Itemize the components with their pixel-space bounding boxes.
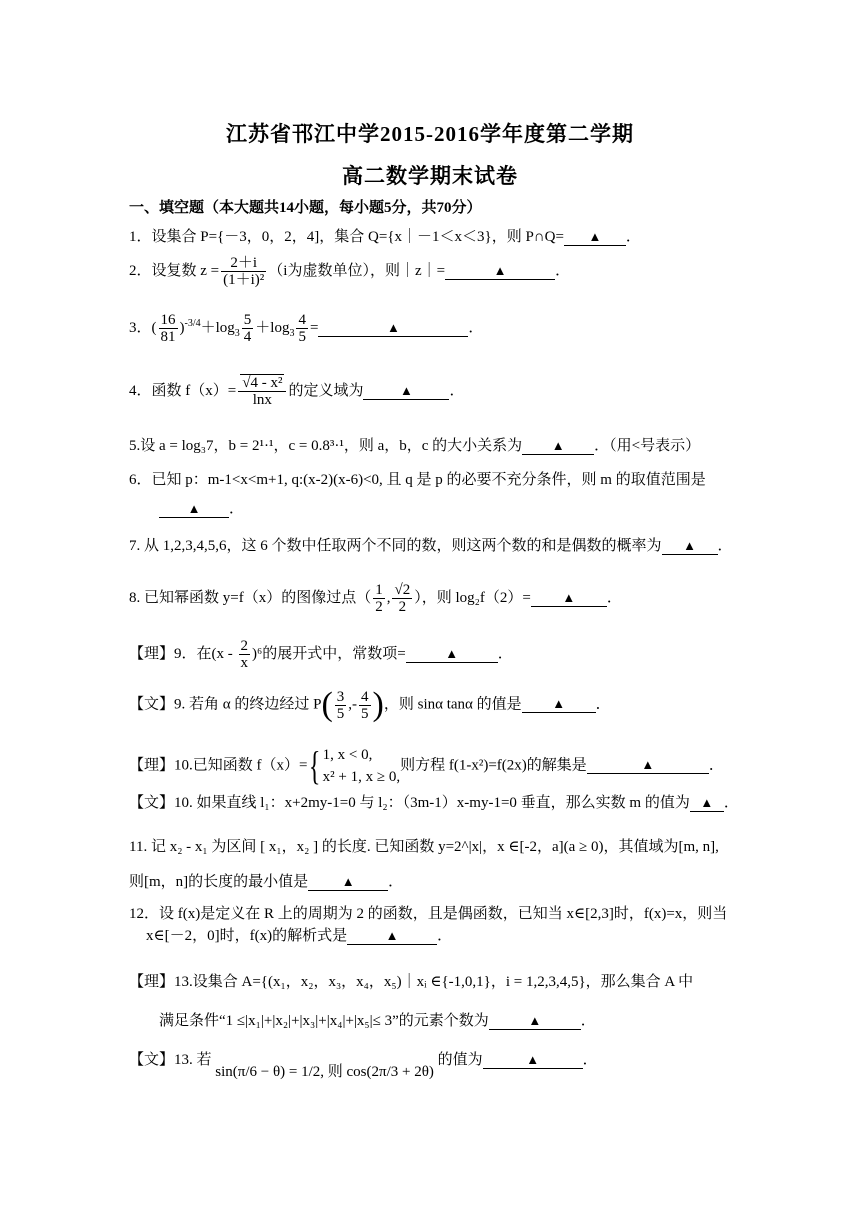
answer-blank-5[interactable]: ▲ xyxy=(522,437,594,455)
answer-blank-2[interactable]: ▲ xyxy=(445,262,555,280)
question-12: 12．设 f(x)是定义在 R 上的周期为 2 的函数，且是偶函数，已知当 x∈[2,3]时，f(x)=x，则当 xyxy=(129,906,728,922)
answer-blank-3[interactable]: ▲ xyxy=(318,319,468,337)
answer-blank-10-science[interactable]: ▲ xyxy=(587,756,709,774)
section-heading: 一、填空题（本大题共14小题，每小题5分，共70分） xyxy=(129,200,482,216)
question-12-cont: x∈[－2，0]时，f(x)的解析式是 ▲ ． xyxy=(146,928,453,944)
exam-title: 高二数学期末试卷 xyxy=(342,164,518,188)
answer-blank-12[interactable]: ▲ xyxy=(347,927,437,945)
question-10-science: 【理】10.已知函数 f（x）={ 1, x < 0, x² + 1, x ≥ 0, 则方程 f(1-x²)=f(2x)的解集是 ▲ ． xyxy=(129,743,724,788)
answer-blank-11[interactable]: ▲ xyxy=(308,873,388,891)
question-9-science: 【理】9．在(x - $\frac{2}{x}$ )⁶的展开式中，常数项= ▲ ． xyxy=(129,638,513,671)
question-6: 6．已知 p：m-1<x<m+1, q:(x-2)(x-6)<0, 且 q 是 p 的必要不充分条件，则 m 的取值范围是 xyxy=(129,472,706,488)
question-13-science-cont: 满足条件“1 ≤|x₁|+|x₂|+|x₃|+|x₄|+|x₅|≤ 3”的元素个数为 ▲ ． xyxy=(159,1013,596,1029)
question-6-cont: ▲ ． xyxy=(159,499,244,519)
answer-blank-13-arts[interactable]: ▲ xyxy=(483,1051,583,1069)
question-8: 8. 已知幂函数 y=f（x）的图像过点（ $\frac{1}{2}$ , $\frac{√2}{2}$ ），则 log₂f（2）= ▲ ． xyxy=(129,582,622,615)
question-1: 1．设集合 P={－3，0，2，4]，集合 Q={x｜－1＜x＜3}，则 P∩Q= ▲ ． xyxy=(129,229,641,245)
question-13-arts: 【文】13. 若 sin(π/6 − θ) = 1/2, 则 cos(2π/3 + 2θ) 的值为 ▲ ． xyxy=(129,1052,598,1080)
exam-school-title: 江苏省邗江中学2015-2016学年度第二学期 xyxy=(226,122,634,146)
answer-blank-9-arts[interactable]: ▲ xyxy=(522,695,596,713)
question-9-arts: 【文】9. 若角 α 的终边经过 P( $\frac{3}{5}$ ,- $\frac{4}{5}$ )，则 sinα tanα 的值是 ▲ ． xyxy=(129,686,611,723)
answer-blank-13-science[interactable]: ▲ xyxy=(489,1012,581,1030)
question-4: 4．函数 f（x）= $\frac{\text{√4 - x²}}{\ln x}$ 的定义域为 ▲ ． xyxy=(129,375,465,408)
question-11-cont: 则[m，n]的长度的最小值是 ▲ ． xyxy=(129,874,404,890)
answer-blank-10-arts[interactable]: ▲ xyxy=(690,794,724,812)
answer-blank-4[interactable]: ▲ xyxy=(363,382,449,400)
answer-blank-7[interactable]: ▲ xyxy=(662,537,718,555)
question-11: 11. 记 x₂ - x₁ 为区间 [ x₁，x₂ ] 的长度. 已知函数 y=2^|x|，x ∈[-2，a](a ≥ 0)，其值域为[m, n], xyxy=(129,839,719,855)
answer-blank-9-science[interactable]: ▲ xyxy=(406,645,498,663)
answer-blank-6[interactable]: ▲ xyxy=(159,500,229,518)
trig-expression: sin(π/6 − θ) = 1/2, 则 cos(2π/3 + 2θ) xyxy=(215,1064,434,1080)
question-5: 5.设 a = log₃7，b = 2¹·¹，c = 0.8³·¹，则 a，b，c 的大小关系为 ▲ ．（用<号表示） xyxy=(129,438,701,454)
question-1-text: 1．设集合 P={－3，0，2，4]，集合 Q={x｜－1＜x＜3}，则 P∩Q= xyxy=(129,229,564,245)
answer-blank-8[interactable]: ▲ xyxy=(531,589,607,607)
question-10-arts: 【文】10. 如果直线 l₁：x+2my-1=0 与 l₂：（3m-1）x-my-1=0 垂直，那么实数 m 的值为 ▲ ． xyxy=(129,795,739,811)
question-7: 7. 从 1,2,3,4,5,6，这 6 个数中任取两个不同的数，则这两个数的和是偶数的概率为 ▲ ． xyxy=(129,538,733,554)
question-3: 3．( $\frac{16}{81}$ )$^{-3/4}+\log_3$ $\frac{5}{4}$ $+\log_3$ $\frac{4}{5}$ = ▲ ． xyxy=(129,312,484,345)
fraction: $\frac{2+i}{\text{(1＋i)²}}$ xyxy=(223,255,265,288)
question-2: 2．设复数 z = $\frac{2+i}{\text{(1＋i)²}}$ （i为虚数单位），则｜z｜= ▲ ． xyxy=(129,255,571,288)
answer-blank-1[interactable]: ▲ xyxy=(564,228,626,246)
question-13-science: 【理】13.设集合 A={(x₁，x₂，x₃，x₄，x₅)｜xᵢ ∈{-1,0,1}，i = 1,2,3,4,5}，那么集合 A 中 xyxy=(129,974,694,990)
